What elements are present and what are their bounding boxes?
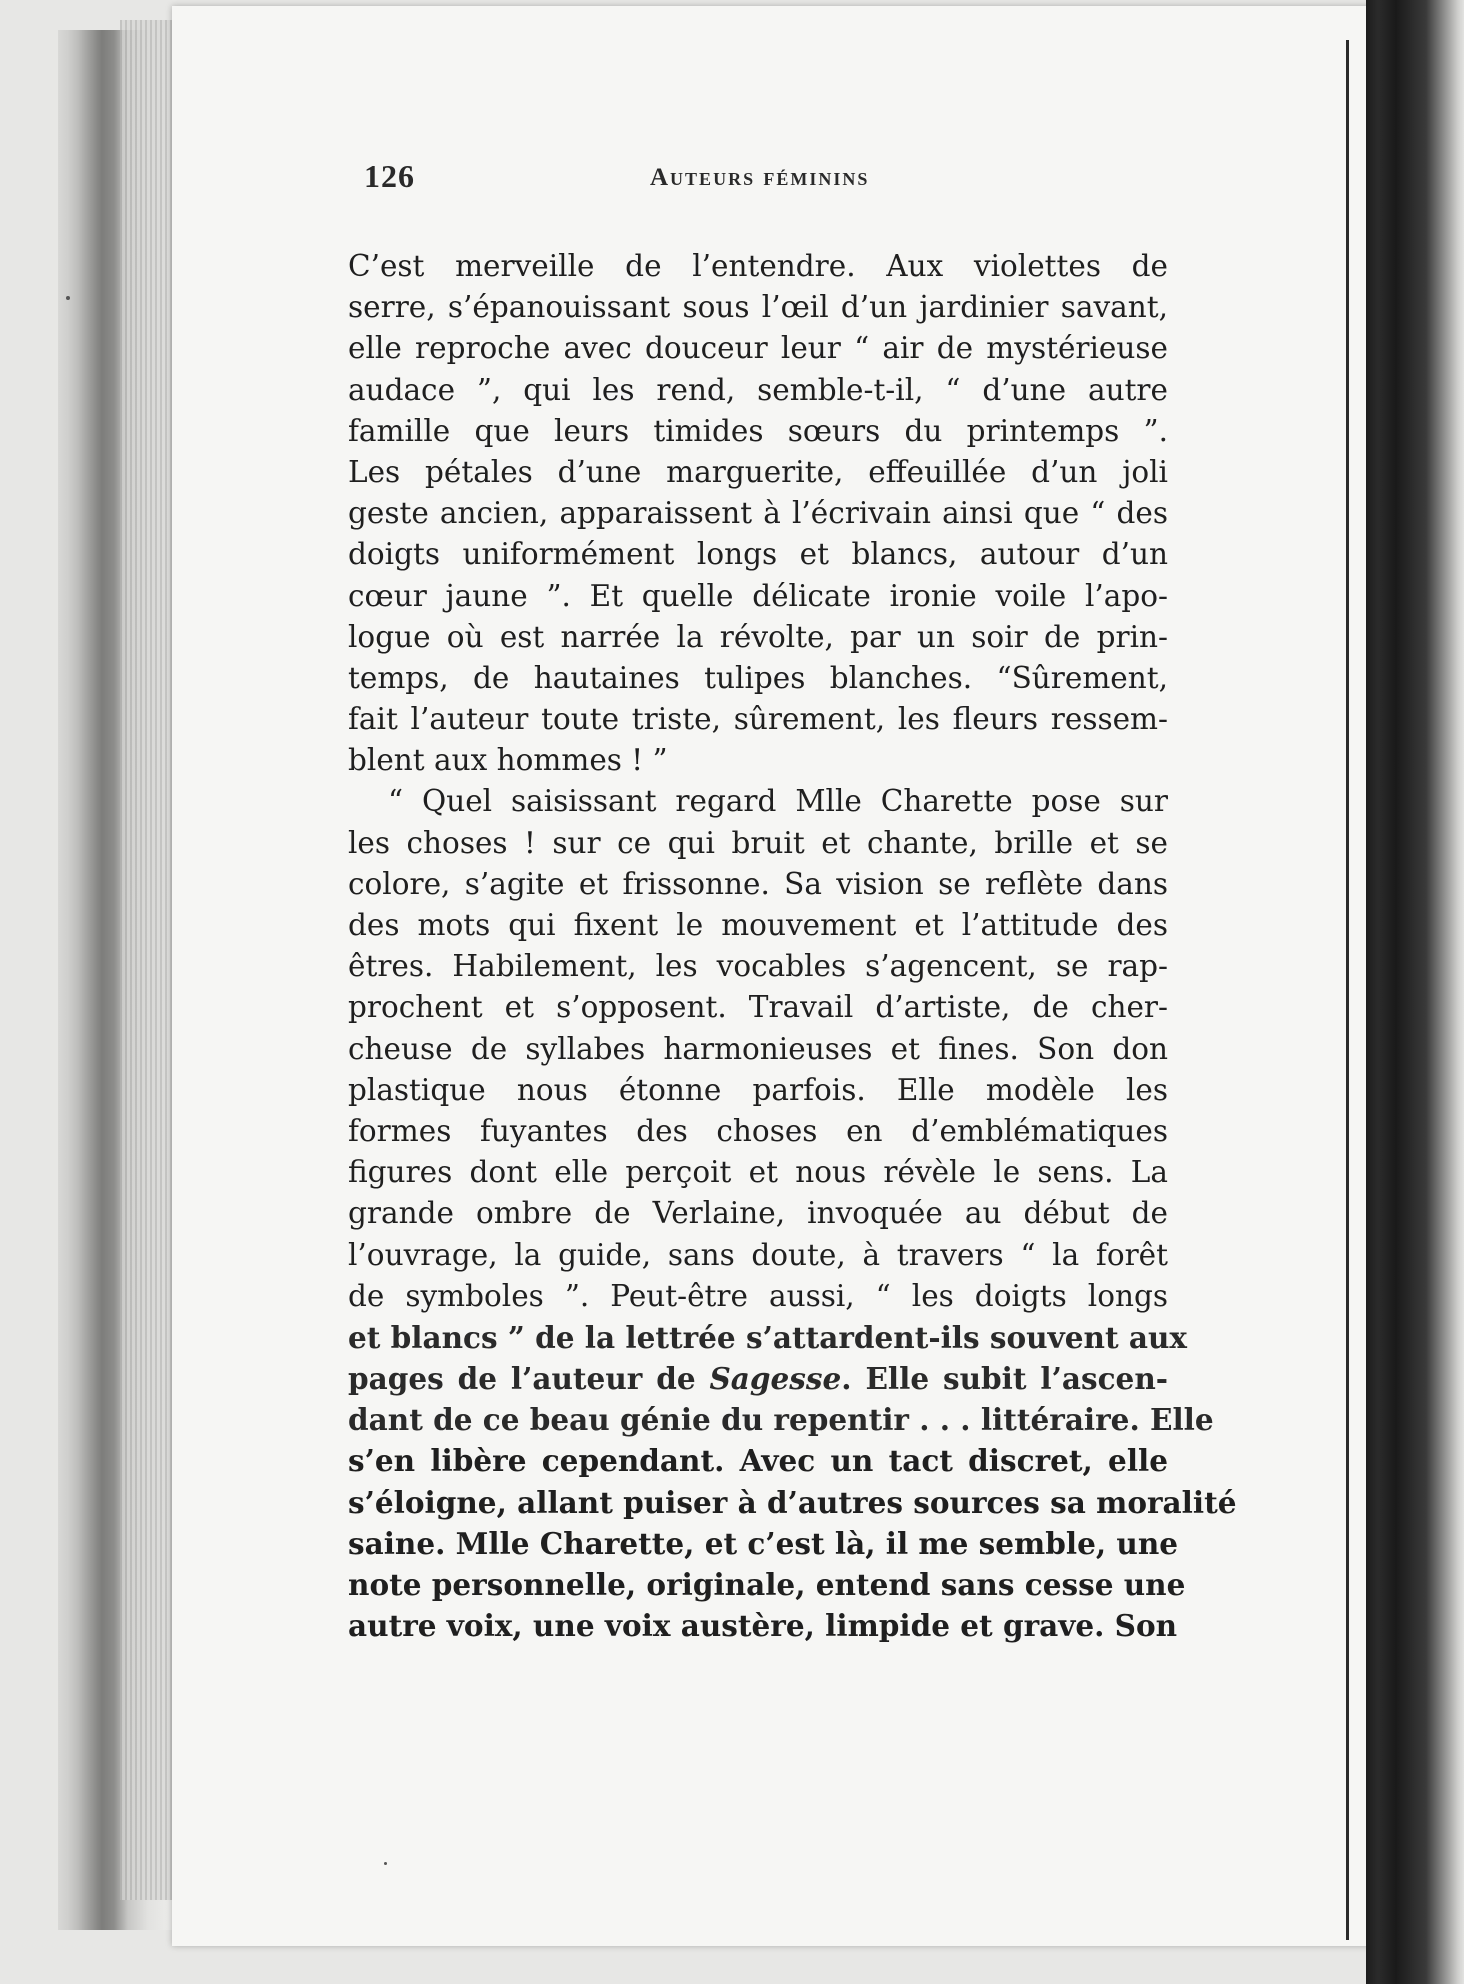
text-line: blent aux hommes ! ”	[348, 743, 668, 778]
body-text	[348, 246, 1237, 1646]
text-line: et blancs ” de la lettrée s’attardent-ils souvent aux	[348, 1319, 1188, 1355]
book-gutter	[1366, 0, 1464, 1984]
text-line: figures dont elle perçoit et nous révèle le sens. La	[348, 1155, 1168, 1190]
text-line: Les pétales d’une marguerite, effeuillée d’un joli	[348, 454, 1168, 489]
text-line: note personnelle, originale, entend sans cesse une	[348, 1567, 1186, 1602]
text-line: fait l’auteur toute triste, sûrement, les fleurs ressem-	[348, 702, 1168, 737]
text-line: famille que leurs timides sœurs du printemps ”.	[348, 413, 1168, 448]
text-line: “ Quel saisissant regard Mlle Charette pose sur	[388, 784, 1168, 819]
text-line: cheuse de syllabes harmonieuses et fines. Son don	[348, 1031, 1168, 1066]
running-head	[364, 158, 1164, 198]
text-line: les choses ! sur ce qui bruit et chante, brille et se	[348, 825, 1168, 860]
text-line: autre voix, une voix austère, limpide et grave. Son	[348, 1608, 1178, 1644]
text-line: saine. Mlle Charette, et c’est là, il me semble, une	[348, 1525, 1179, 1561]
page-number: 126	[364, 158, 415, 194]
scan-speck	[384, 1862, 387, 1865]
book-title-italic: Sagesse	[709, 1361, 842, 1397]
text-line-end: . Elle subit l’ascen-	[841, 1361, 1169, 1397]
text-line: colore, s’agite et frissonne. Sa vision se reflète dans	[348, 866, 1168, 901]
page-gutter-line	[1346, 40, 1349, 1940]
text-line: des mots qui fixent le mouvement et l’attitude des	[348, 908, 1168, 942]
text-line: de symboles ”. Peut-être aussi, “ les doigts longs	[348, 1278, 1168, 1313]
book-page	[172, 6, 1372, 1946]
text-line: dant de ce beau génie du repentir . . . littéraire. Elle	[348, 1402, 1214, 1438]
text-line: geste ancien, apparaissent à l’écrivain ainsi que “ des	[348, 496, 1168, 531]
text-line: prochent et s’opposent. Travail d’artiste, de cher-	[348, 990, 1168, 1025]
text-line: grande ombre de Verlaine, invoquée au début de	[348, 1196, 1168, 1231]
text-line: elle reproche avec douceur leur “ air de mystérieuse	[348, 331, 1168, 366]
text-line: doigts uniformément longs et blancs, autour d’un	[348, 537, 1168, 572]
text-line: audace ”, qui les rend, semble-t-il, “ d’une autre	[348, 372, 1168, 407]
text-line: cœur jaune ”. Et quelle délicate ironie voile l’apo-	[348, 578, 1168, 613]
text-line: logue où est narrée la révolte, par un soir de prin-	[348, 619, 1168, 654]
text-line: l’ouvrage, la guide, sans doute, à travers “ la forêt	[348, 1237, 1168, 1272]
text-line: serre, s’épanouissant sous l’œil d’un jardinier savant,	[348, 290, 1168, 325]
text-line: C’est merveille de l’entendre. Aux violettes de	[348, 249, 1168, 283]
text-line: s’en libère cependant. Avec un tact discret, elle	[348, 1443, 1168, 1479]
running-title: Auteurs féminins	[650, 164, 870, 191]
text-line-with-italic-title	[348, 1358, 1168, 1399]
text-line: plastique nous étonne parfois. Elle modèle les	[348, 1072, 1168, 1107]
text-line: êtres. Habilement, les vocables s’agencent, se rap-	[348, 949, 1168, 984]
book-page-stack	[120, 20, 180, 1900]
text-line: s’éloigne, allant puiser à d’autres sources sa moralité	[348, 1484, 1237, 1520]
scan-speck	[66, 296, 70, 300]
text-line: formes fuyantes des choses en d’emblématiques	[348, 1113, 1168, 1148]
text-line: temps, de hautaines tulipes blanches. “Sûrement,	[348, 660, 1168, 695]
text-line-start: pages de l’auteur de	[348, 1361, 710, 1397]
